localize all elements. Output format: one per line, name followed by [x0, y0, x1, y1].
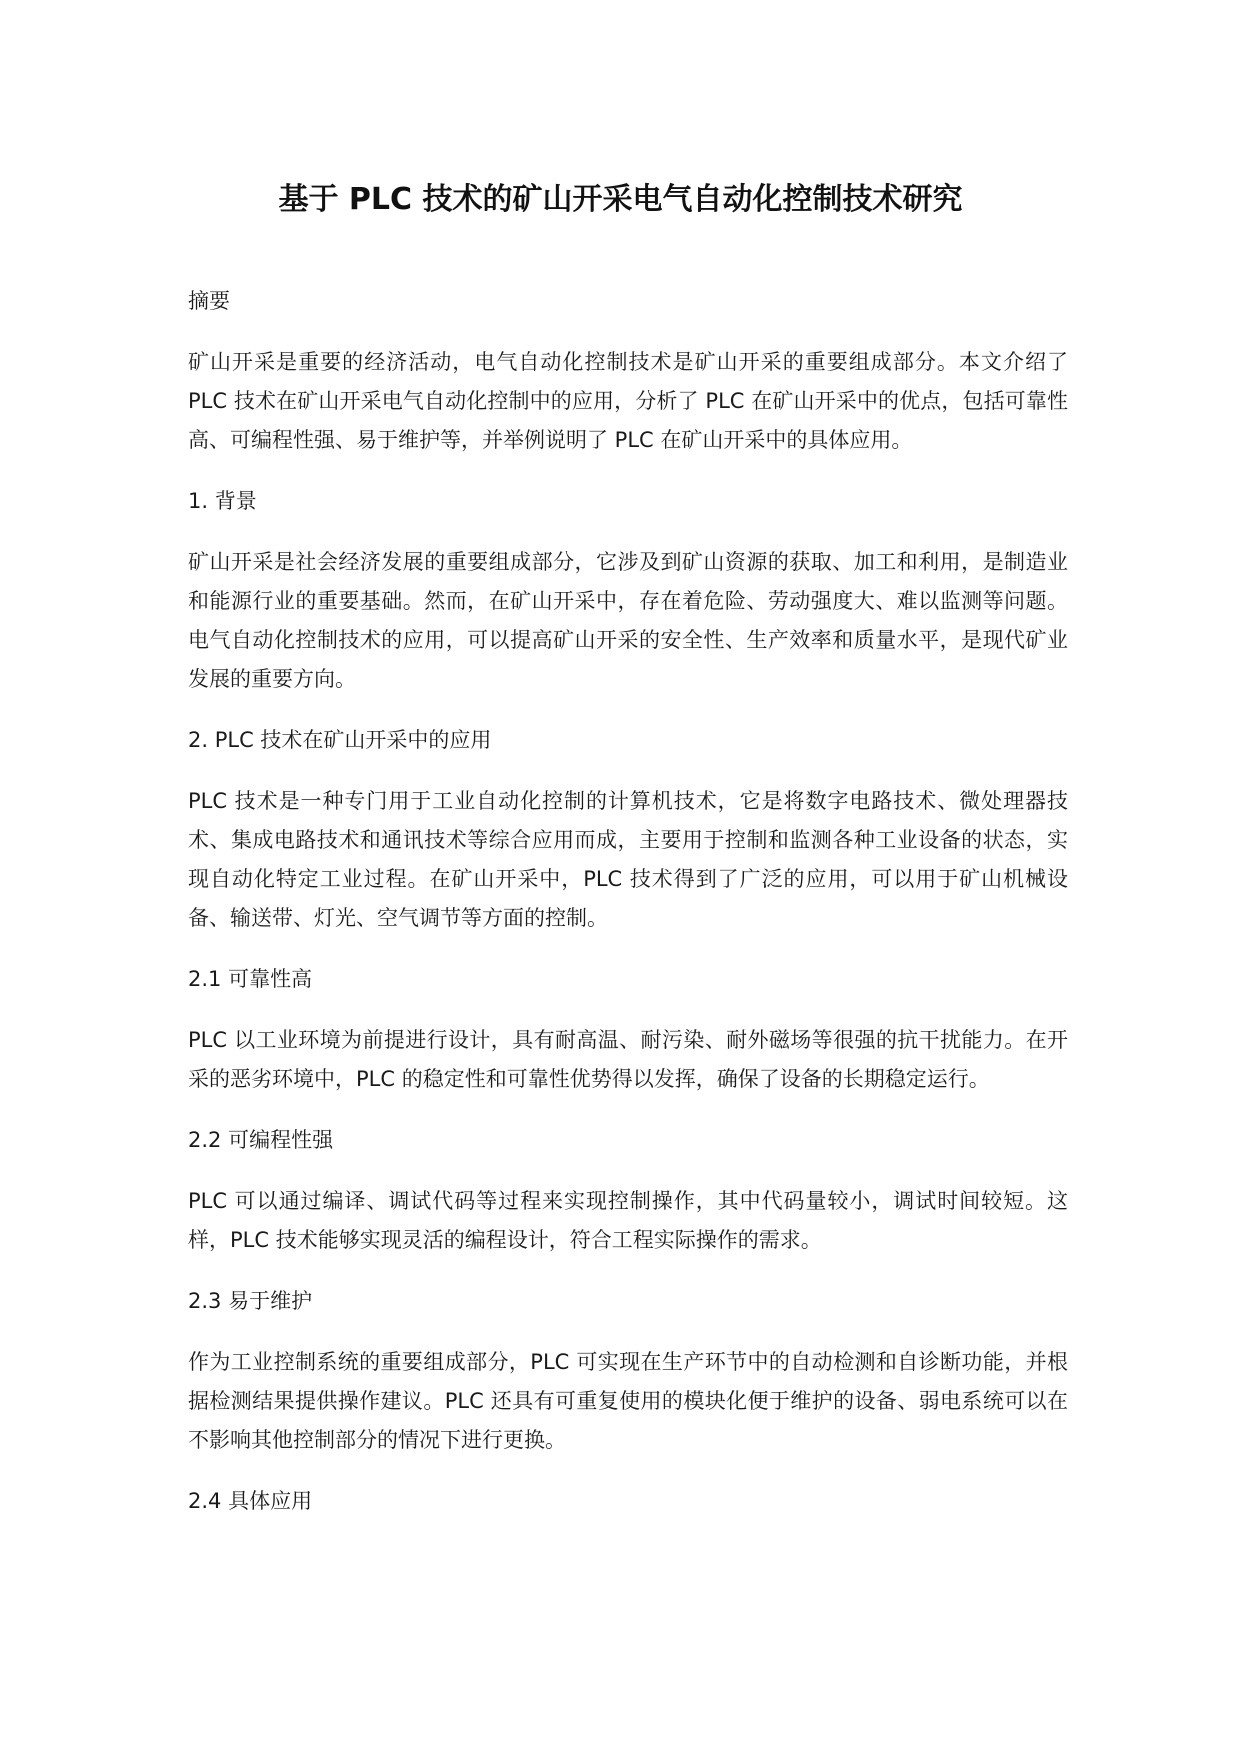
- section-paragraph-background: 矿山开采是社会经济发展的重要组成部分，它涉及到矿山资源的获取、加工和利用，是制造业和能源行业的重要基础。然而，在矿山开采中，存在着危险、劳动强度大、难以监测等问题。电气自动化控制技术的应用，可以提高矿山开采的安全性、生产效率和质量水平，是现代矿业发展的重要方向。: [188, 550, 1068, 691]
- section-paragraph-maintenance: 作为工业控制系统的重要组成部分，PLC 可实现在生产环节中的自动检测和自诊断功能，并根据检测结果提供操作建议。PLC 还具有可重复使用的模块化便于维护的设备、弱电系统可以在不影响其他控制部分的情况下进行更换。: [188, 1350, 1068, 1452]
- section-heading-background: 1. 背景: [188, 489, 257, 513]
- section-paragraph-programmability: PLC 可以通过编译、调试代码等过程来实现控制操作，其中代码量较小，调试时间较短。这样，PLC 技术能够实现灵活的编程设计，符合工程实际操作的需求。: [188, 1189, 1068, 1252]
- document-body: [188, 282, 1068, 1543]
- section-paragraph-plc-application: PLC 技术是一种专门用于工业自动化控制的计算机技术，它是将数字电路技术、微处理器技术、集成电路技术和通讯技术等综合应用而成，主要用于控制和监测各种工业设备的状态，实现自动化特定工业过程。在矿山开采中，PLC 技术得到了广泛的应用，可以用于矿山机械设备、输送带、灯光、空气调节等方面的控制。: [188, 789, 1068, 930]
- section-paragraph-reliability: PLC 以工业环境为前提进行设计，具有耐高温、耐污染、耐外磁场等很强的抗干扰能力。在开采的恶劣环境中，PLC 的稳定性和可靠性优势得以发挥，确保了设备的长期稳定运行。: [188, 1028, 1068, 1091]
- section-heading-plc-application: 2. PLC 技术在矿山开采中的应用: [188, 728, 492, 752]
- section-heading-maintenance: 2.3 易于维护: [188, 1289, 313, 1313]
- section-heading-reliability: 2.1 可靠性高: [188, 967, 313, 991]
- section-heading-specific-application: 2.4 具体应用: [188, 1489, 313, 1513]
- section-heading-programmability: 2.2 可编程性强: [188, 1128, 334, 1152]
- document-title: 基于 PLC 技术的矿山开采电气自动化控制技术研究: [278, 182, 963, 217]
- abstract-heading: 摘要: [188, 289, 230, 313]
- abstract-paragraph: 矿山开采是重要的经济活动，电气自动化控制技术是矿山开采的重要组成部分。本文介绍了 PLC 技术在矿山开采电气自动化控制中的应用，分析了 PLC 在矿山开采中的优点，包括可靠性高、可编程性强、易于维护等，并举例说明了 PLC 在矿山开采中的具体应用。: [188, 350, 1068, 452]
